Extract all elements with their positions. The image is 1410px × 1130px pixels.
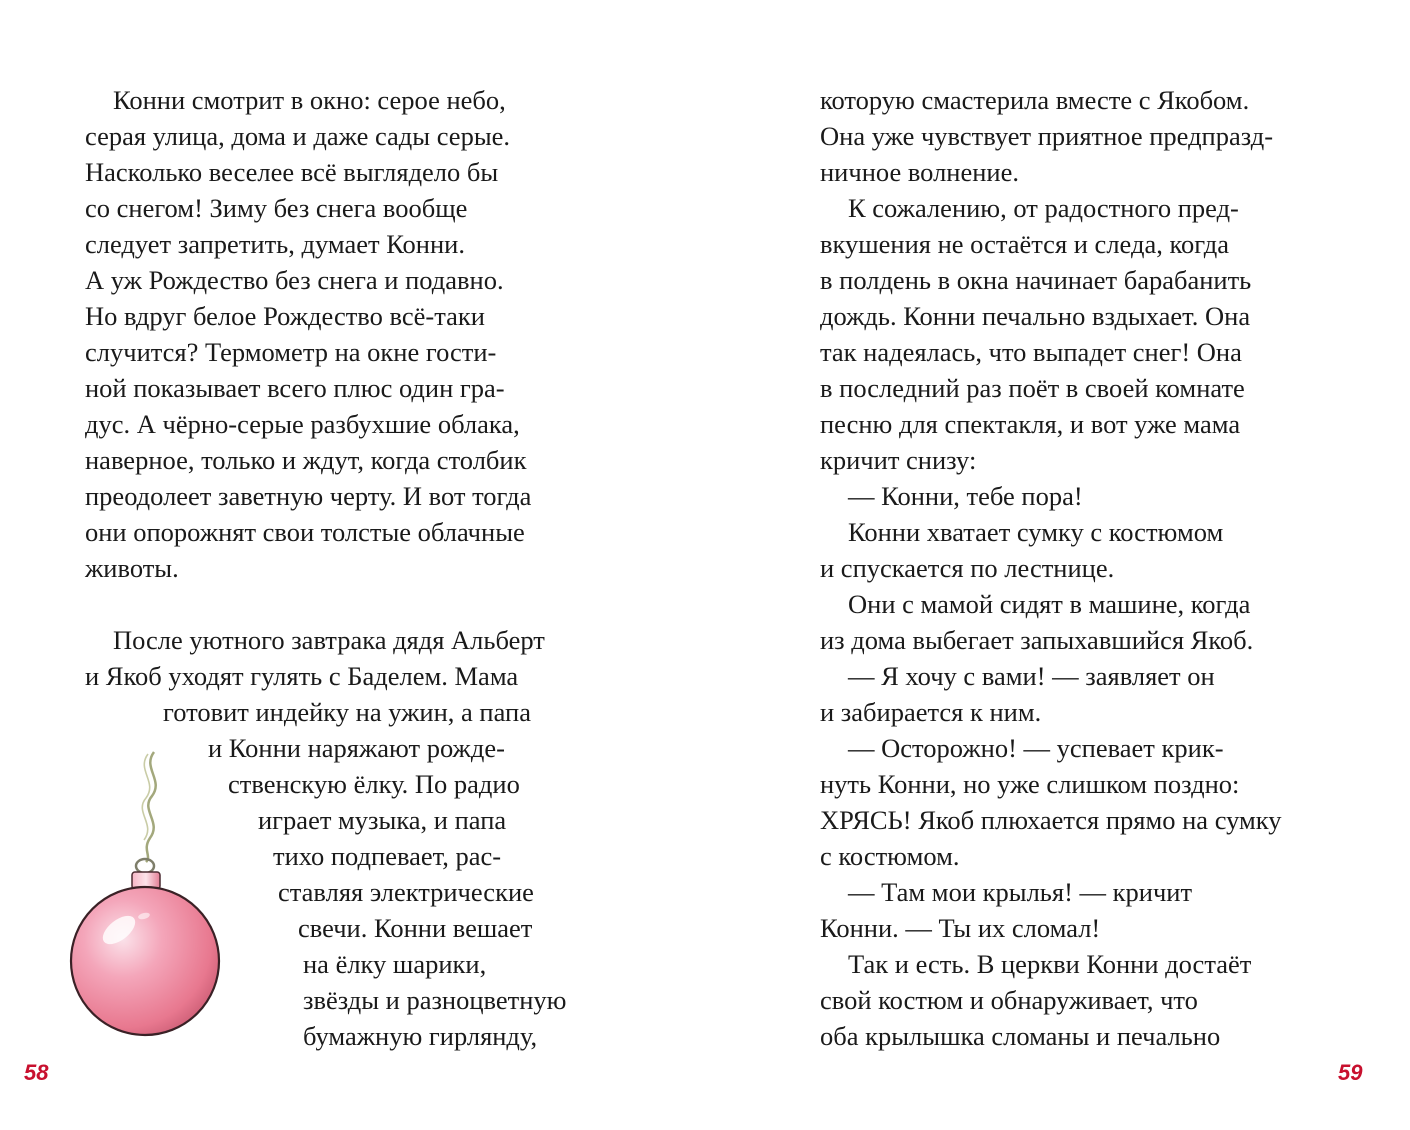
text-line: Но вдруг белое Рождество всё-таки <box>85 301 485 331</box>
text-line: Насколько веселее всё выглядело бы <box>85 157 499 187</box>
text-line: ственскую ёлку. По радио <box>228 769 520 799</box>
text-line: Она уже чувствует приятное предпразд- <box>820 121 1274 151</box>
text-line: которую смастерила вместе с Якобом. <box>820 85 1250 115</box>
text-line: нуть Конни, но уже слишком поздно: <box>820 769 1240 799</box>
page-number: 59 <box>1338 1060 1363 1085</box>
text-line: А уж Рождество без снега и подавно. <box>85 265 504 295</box>
text-line: следует запретить, думает Конни. <box>85 229 465 259</box>
text-line: и Якоб уходят гулять с Баделем. Мама <box>85 661 519 691</box>
text-line: песню для спектакля, и вот уже мама <box>820 409 1241 439</box>
text-line: серая улица, дома и даже сады серые. <box>85 121 511 151</box>
christmas-ornament-icon <box>64 748 234 1058</box>
text-line: ничное волнение. <box>820 157 1019 187</box>
text-line: Конни. — Ты их сломал! <box>820 913 1101 943</box>
text-line: и Конни наряжают рожде- <box>208 733 505 763</box>
text-line: преодолеет заветную черту. И вот тогда <box>85 481 532 511</box>
text-line: свой костюм и обнаруживает, что <box>820 985 1198 1015</box>
text-line: Так и есть. В церкви Конни достаёт <box>848 949 1252 979</box>
text-line: ставляя электрические <box>278 877 534 907</box>
text-line: готовит индейку на ужин, а папа <box>163 697 531 727</box>
text-line: дус. А чёрно-серые разбухшие облака, <box>85 409 520 439</box>
text-line: и спускается по лестнице. <box>820 553 1115 583</box>
right-page <box>705 0 1410 1130</box>
text-line: на ёлку шарики, <box>303 949 487 979</box>
text-line: случится? Термометр на окне гости- <box>85 337 497 367</box>
text-line: бумажную гирлянду, <box>303 1021 538 1051</box>
text-line: с костюмом. <box>820 841 960 871</box>
text-line: играет музыка, и папа <box>258 805 507 835</box>
text-line: из дома выбегает запыхавшийся Якоб. <box>820 625 1254 655</box>
text-line: вкушения не остаётся и следа, когда <box>820 229 1230 259</box>
text-line: Они с мамой сидят в машине, когда <box>848 589 1251 619</box>
text-line: — Конни, тебе пора! <box>848 481 1083 511</box>
text-line: свечи. Конни вешает <box>298 913 533 943</box>
text-line: наверное, только и ждут, когда столбик <box>85 445 527 475</box>
text-line: звёзды и разноцветную <box>303 985 567 1015</box>
text-line: дождь. Конни печально вздыхает. Она <box>820 301 1251 331</box>
text-line: и забирается к ним. <box>820 697 1042 727</box>
text-line: К сожалению, от радостного пред- <box>848 193 1239 223</box>
text-line: кричит снизу: <box>820 445 977 475</box>
text-line: тихо подпевает, рас- <box>273 841 502 871</box>
text-line: ХРЯСЬ! Якоб плюхается прямо на сумку <box>820 805 1282 835</box>
text-line: После уютного завтрака дядя Альберт <box>113 625 545 655</box>
text-line: — Осторожно! — успевает крик- <box>848 733 1224 763</box>
text-line: в последний раз поёт в своей комнате <box>820 373 1245 403</box>
text-line: со снегом! Зиму без снега вообще <box>85 193 468 223</box>
text-line: Конни смотрит в окно: серое небо, <box>113 85 506 115</box>
text-line: они опорожнят свои толстые облачные <box>85 517 525 547</box>
text-line: ной показывает всего плюс один гра- <box>85 373 505 403</box>
text-line: оба крылышка сломаны и печально <box>820 1021 1221 1051</box>
text-line: Конни хватает сумку с костюмом <box>848 517 1224 547</box>
text-line: — Я хочу с вами! — заявляет он <box>848 661 1215 691</box>
text-line: животы. <box>85 553 179 583</box>
page-number: 58 <box>24 1060 49 1085</box>
text-line: — Там мои крылья! — кричит <box>848 877 1193 907</box>
text-line: в полдень в окна начинает барабанить <box>820 265 1252 295</box>
text-line: так надеялась, что выпадет снег! Она <box>820 337 1242 367</box>
